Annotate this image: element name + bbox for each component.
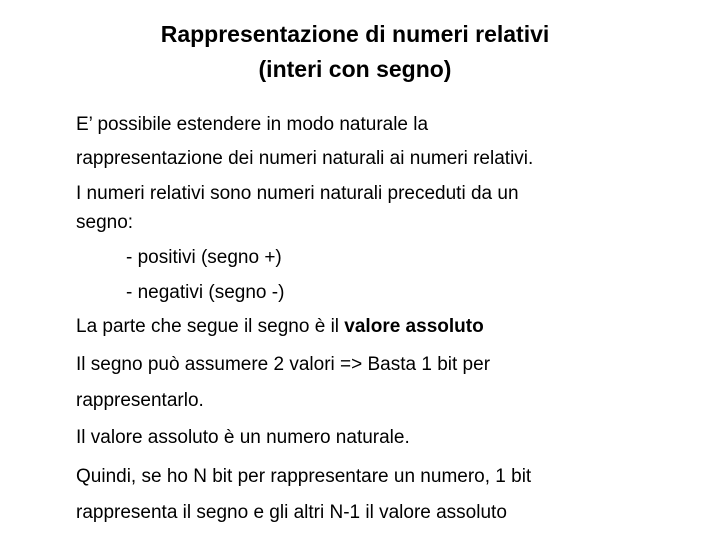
list-item-positive: - positivi (segno +) — [126, 247, 282, 268]
text-line: rappresenta il segno e gli altri N-1 il valore assoluto — [76, 502, 507, 523]
text-line: E’ possibile estendere in modo naturale la — [76, 114, 429, 135]
text-line: segno: — [76, 212, 134, 233]
slide-title-line2: (interi con segno) — [258, 56, 452, 82]
emphasis-valore-assoluto: valore assoluto — [344, 316, 484, 337]
text-segment: La parte che segue il segno è il — [76, 316, 345, 337]
list-item-negative: - negativi (segno -) — [126, 282, 285, 303]
text-line-valore-assoluto — [76, 315, 484, 339]
slide-title-line1: Rappresentazione di numeri relativi — [160, 21, 550, 47]
text-line: rappresentazione dei numeri naturali ai numeri relativi. — [76, 148, 534, 169]
text-line: rappresentarlo. — [76, 390, 204, 411]
text-line: I numeri relativi sono numeri naturali preceduti da un — [76, 183, 519, 204]
text-line: Il valore assoluto è un numero naturale. — [76, 427, 410, 448]
text-line: Il segno può assumere 2 valori => Basta 1 bit per — [76, 354, 491, 375]
text-line: Quindi, se ho N bit per rappresentare un numero, 1 bit — [76, 466, 532, 487]
